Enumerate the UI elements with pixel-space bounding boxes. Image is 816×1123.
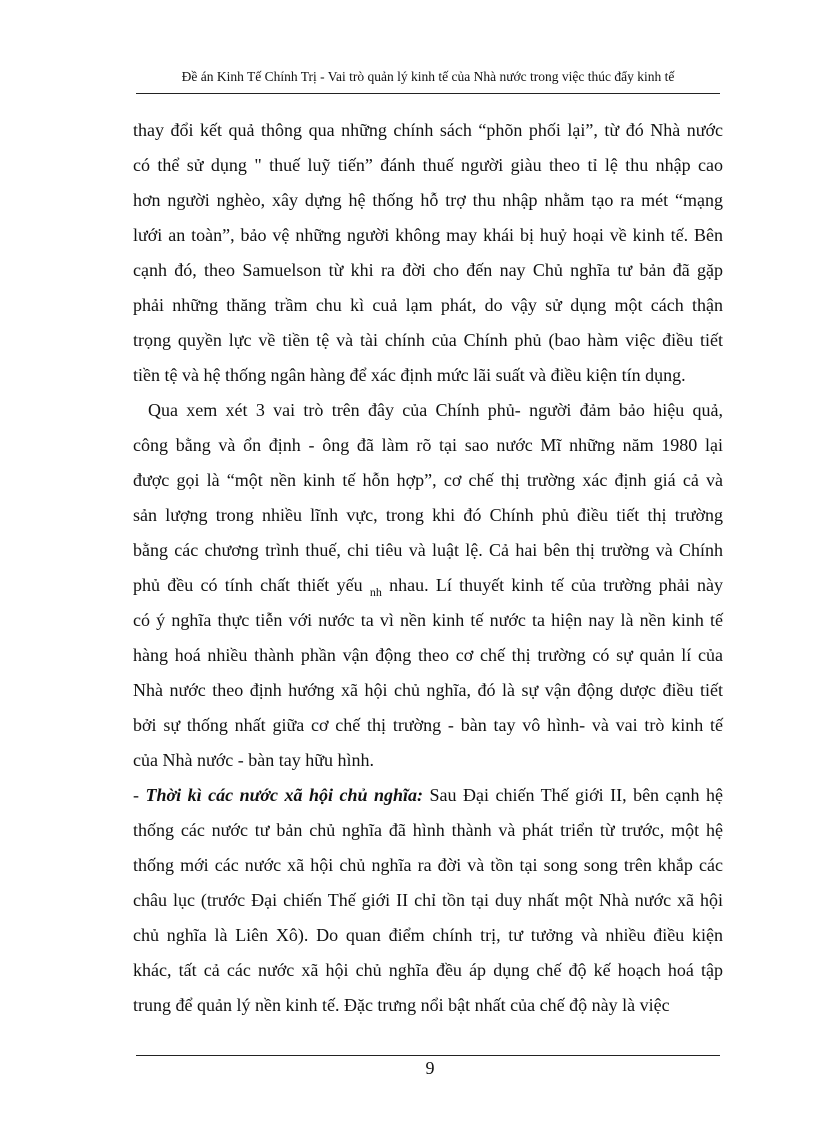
paragraph-3 (133, 778, 723, 1023)
text-segment: nhau. Lí thuyết kinh tế của trường phải này (389, 575, 724, 595)
running-header (136, 64, 720, 94)
text-line: bởi sự thống nhất giữa cơ chế thị trường - bàn tay vô hình- và vai trò kinh tế (133, 715, 723, 735)
paragraph-1 (133, 113, 723, 393)
text-line-with-subscript (133, 568, 723, 603)
text-line: thống các nước tư bản chủ nghĩa đã hình thành và phát triển từ trước, một hệ (133, 820, 723, 840)
text-line: Qua xem xét 3 vai trò trên đây của Chính phủ- người đảm bảo hiệu quả, (148, 400, 723, 420)
paragraph-2 (133, 393, 723, 778)
text-segment: phủ đều có tính chất thiết yếu (133, 575, 363, 595)
page-number: 9 (425, 1058, 435, 1078)
document-body (133, 113, 723, 1023)
text-line: chủ nghĩa là Liên Xô). Do quan điểm chính trị, tư tưởng và nhiều điều kiện (133, 925, 723, 945)
subscript-fragment: nh (369, 585, 382, 599)
inline-heading: Thời kì các nước xã hội chủ nghĩa: (145, 785, 424, 805)
text-line: thống mới các nước xã hội chủ nghĩa ra đời và tồn tại song song trên khắp các (133, 855, 723, 875)
text-line: khác, tất cả các nước xã hội chủ nghĩa đều áp dụng chế độ kế hoạch hoá tập (133, 960, 723, 980)
text-line: cạnh đó, theo Samuelson từ khi ra đời cho đến nay Chủ nghĩa tư bản đã gặp (133, 260, 723, 280)
text-line: lưới an toàn”, bảo vệ những người không may khái bị huỷ hoại về kinh tế. Bên (133, 225, 723, 245)
text-line: được gọi là “một nền kinh tế hỗn hợp”, cơ chế thị trường xác định giá cả và (133, 470, 723, 490)
text-line: trọng quyền lực về tiền tệ và tài chính của Chính phủ (bao hàm việc điều tiết (133, 330, 723, 350)
text-line: phải những thăng trầm chu kì cuả lạm phát, do vậy sử dụng một cách thận (133, 295, 723, 315)
text-line-with-heading (133, 778, 723, 813)
footer-divider (136, 1055, 720, 1056)
text-line: Nhà nước theo định hướng xã hội chủ nghĩa, đó là sự vận động dược điều tiết (133, 680, 723, 700)
text-line: công bằng và ổn định - ông đã làm rõ tại sao nước Mĩ những năm 1980 lại (133, 435, 723, 455)
text-line: hơn người nghèo, xây dựng hệ thống hỗ trợ thu nhập nhằm tạo ra mét “mạng (133, 190, 723, 210)
text-line: hàng hoá nhiều thành phần vận động theo cơ chế thị trường có sự quản lí của (133, 645, 723, 665)
running-header-title: Đề án Kinh Tế Chính Trị - Vai trò quản lý kinh tế của Nhà nước trong việc thúc đẩy kinh tế (181, 69, 675, 84)
text-line: có ý nghĩa thực tiễn với nước ta vì nền kinh tế nước ta hiện nay là nền kinh tế (133, 610, 723, 630)
text-line: sản lượng trong nhiều lĩnh vực, trong khi đó Chính phủ điều tiết thị trường (133, 505, 723, 525)
text-segment: Sau Đại chiến Thế giới II, bên cạnh hệ (423, 785, 724, 805)
text-line: trung để quản lý nền kinh tế. Đặc trưng nổi bật nhất của chế độ này là việc (133, 995, 670, 1015)
text-line: của Nhà nước - bàn tay hữu hình. (133, 750, 374, 770)
text-line: tiền tệ và hệ thống ngân hàng để xác định mức lãi suất và điều kiện tín dụng. (133, 365, 686, 385)
text-line: có thể sử dụng " thuế luỹ tiến” đánh thuế người giàu theo tỉ lệ thu nhập cao (133, 155, 723, 175)
text-line: thay đổi kết quả thông qua những chính sách “phõn phối lại”, từ đó Nhà nước (133, 120, 723, 140)
text-line: châu lục (trước Đại chiến Thế giới II chỉ tồn tại duy nhất một Nhà nước xã hội (133, 890, 723, 910)
text-line: bằng các chương trình thuế, chi tiêu và luật lệ. Cả hai bên thị trường và Chính (133, 540, 723, 560)
list-dash: - (133, 785, 146, 805)
